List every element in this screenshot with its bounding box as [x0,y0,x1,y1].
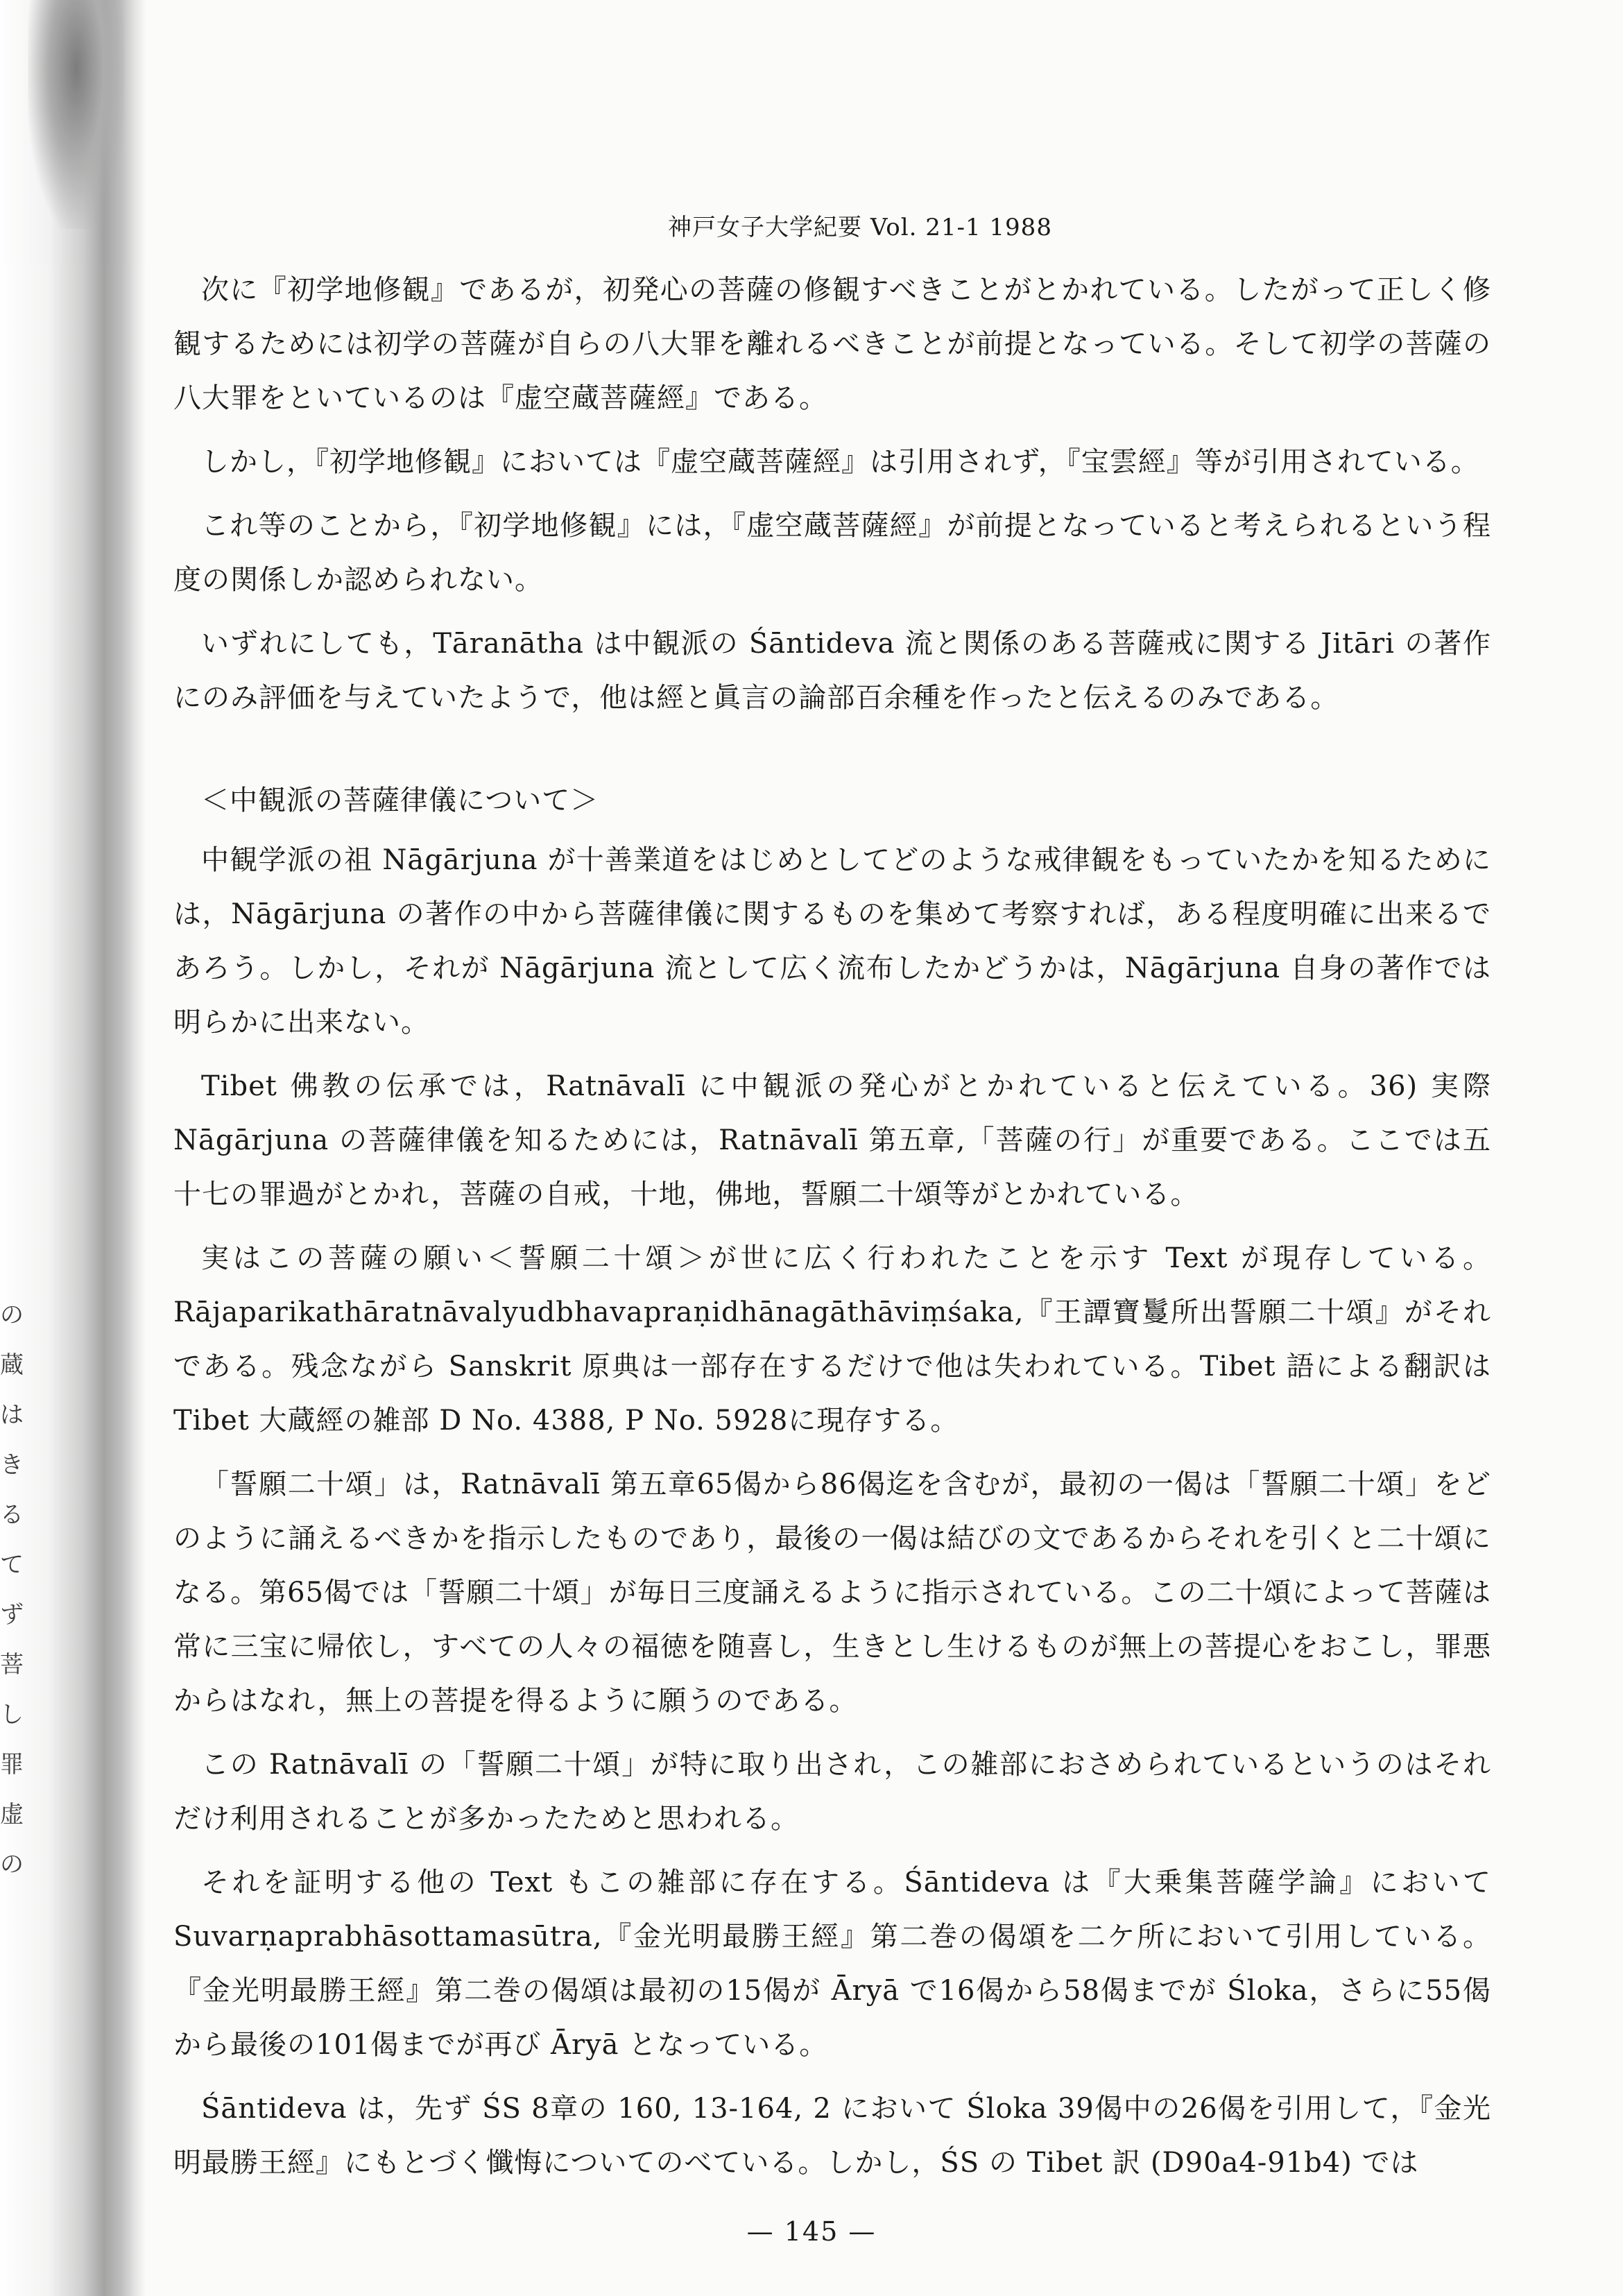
bleed-char: る [0,1501,24,1529]
bleed-char: し [0,1701,24,1729]
scan-shadow [0,0,146,2296]
paragraph: 実はこの菩薩の願い＜誓願二十頌＞が世に広く行われたことを示す Text が現存している。Rājaparikathāratnāvalyudbhavapraṇidhānagāthāviṃśaka,『王譚寶鬘所出誓願二十頌』がそれである。残念ながら Sanskrit 原典は一部存在するだけで他は失われている。Tibet 語による翻訳は Tibet 大蔵經の雑部 D No. 4388, P No. 5928に現存する。 [173,1242,1491,1437]
section-heading: ＜中観派の菩薩律儀について＞ [201,785,599,816]
paragraph: Śāntideva は，先ず ŚS 8章の 160, 13-164, 2 において Śloka 39偈中の26偈を引用して，『金光明最勝王經』にもとづく懺悔についてのべている。しかし，ŚS の Tibet 訳 (D90a4-91b4) では [173,2093,1491,2179]
paragraph: Tibet 佛教の伝承では，Ratnāvalī に中観派の発心がとかれていると伝えている。36) 実際 Nāgārjuna の菩薩律儀を知るためには，Ratnāvalī 第五章,「菩薩の行」が重要である。ここでは五十七の罪過がとかれ，菩薩の自戒，十地，佛地，誓願二十頌等がとかれている。 [173,1070,1491,1210]
bleed-char: 菩 [0,1651,24,1679]
bleed-char: 罪 [0,1751,24,1779]
facing-page-bleed [0,1290,42,1890]
paragraph: 次に『初学地修観』であるが，初発心の菩薩の修観すべきことがとかれている。したがって正しく修観するためには初学の菩薩が自らの八大罪を離れるべきことが前提となっている。そして初学の菩薩の八大罪をといているのは『虚空蔵菩薩經』である。 [173,274,1491,414]
page-content [173,208,1491,2200]
bleed-char: て [0,1551,24,1579]
paragraph: しかし，『初学地修観』においては『虚空蔵菩薩經』は引用されず，『宝雲經』等が引用されている。 [201,446,1479,478]
paragraph: これ等のことから，『初学地修観』には，『虚空蔵菩薩經』が前提となっていると考えられるという程度の関係しか認められない。 [173,510,1491,596]
bleed-char: ず [0,1601,24,1629]
bleed-char: の [0,1851,24,1878]
running-header: 神戸女子大学紀要 Vol. 21-1 1988 [668,214,1052,241]
bleed-char: き [0,1451,24,1479]
page-number: — 145 — [746,2216,877,2247]
paragraph: いずれにしても，Tāranātha は中観派の Śāntideva 流と関係のある菩薩戒に関する Jitāri の著作にのみ評価を与えていたようで，他は經と眞言の論部百余種を作ったと伝えるのみである。 [173,628,1491,714]
bleed-char: 虚 [0,1801,24,1828]
paragraph: 「誓願二十頌」は，Ratnāvalī 第五章65偈から86偈迄を含むが，最初の一偈は「誓願二十頌」をどのように誦えるべきかを指示したものであり，最後の一偈は結びの文であるからそれを引くと二十頌になる。第65偈では「誓願二十頌」が毎日三度誦えるように指示されている。この二十頌によって菩薩は常に三宝に帰依し，すべての人々の福徳を随喜し，生きとし生けるものが無上の菩提心をおこし，罪悪からはなれ，無上の菩提を得るように願うのである。 [173,1468,1491,1717]
paragraph: それを証明する他の Text もこの雑部に存在する。Śāntideva は『大乗集菩薩学論』において Suvarṇaprabhāsottamasūtra,『金光明最勝王經』第二巻の偈頌を二ケ所において引用している。『金光明最勝王經』第二巻の偈頌は最初の15偈が Āryā で16偈から58偈までが Śloka，さらに55偈から最後の101偈までが再び Āryā となっている。 [173,1867,1491,2061]
paragraph: 中観学派の祖 Nāgārjuna が十善業道をはじめとしてどのような戒律観をもっていたかを知るためには，Nāgārjuna の著作の中から菩薩律儀に関するものを集めて考察すれば，ある程度明確に出来るであろう。しかし，それが Nāgārjuna 流として広く流布したかどうかは，Nāgārjuna 自身の著作では明らかに出来ない。 [173,844,1491,1038]
bleed-char: の [0,1301,24,1329]
bleed-char: は [0,1401,24,1429]
bleed-char: 蔵 [0,1351,24,1379]
paragraph: この Ratnāvalī の「誓願二十頌」が特に取り出され，この雑部におさめられているというのはそれだけ利用されることが多かったためと思われる。 [173,1749,1491,1835]
